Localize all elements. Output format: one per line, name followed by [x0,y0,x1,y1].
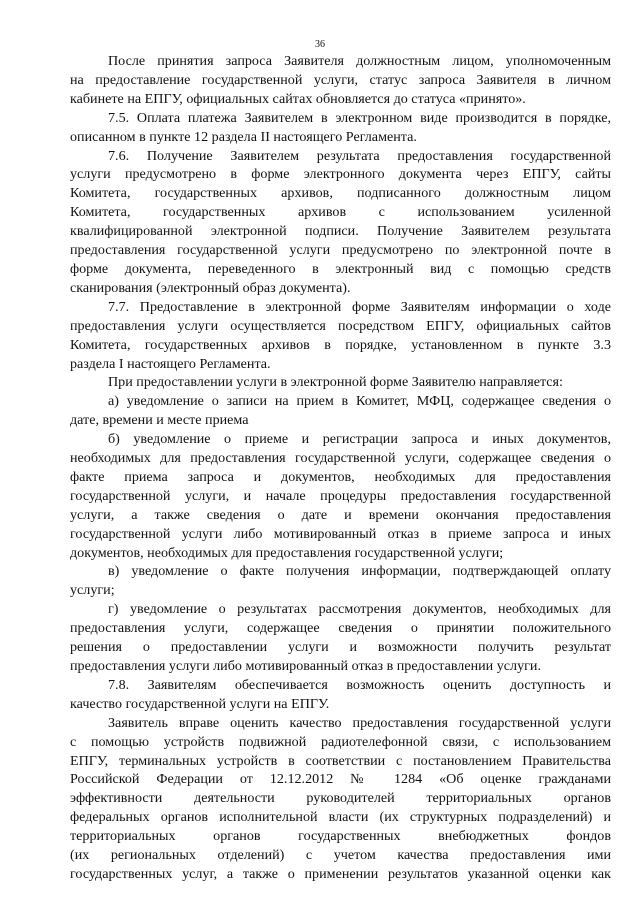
text-line: с помощью устройств подвижной радиотелефонной связи, с использованием [70,733,611,750]
text-line: При предоставлении услуги в электронной форме Заявителю направляется: [108,374,563,391]
text-line: предоставления услуги осуществляется посредством ЕПГУ, официальных сайтов [70,317,611,334]
text-line: После принятия запроса Заявителя должностным лицом, уполномоченным [108,53,611,69]
text-line: документов, необходимых для предоставления государственной услуги; [70,544,504,561]
text-line: на предоставление государственной услуги, статус запроса Заявителя в личном [70,71,611,88]
document-body [70,52,611,884]
text-line: решения о предоставлении услуги и возможности получить результат [70,639,611,656]
text-line: в) уведомление о факте получения информации, подтверждающей оплату [108,563,611,580]
text-line: Комитета, государственных архивов, подписанного должностным лицом [70,185,611,202]
text-line: квалифицированной электронной подписи. Получение Заявителем результата [70,223,611,240]
text-line: качество государственной услуги на ЕПГУ. [70,695,330,712]
text-line: необходимых для предоставления государственной услуги, содержащее сведения о [70,450,611,467]
text-line: 7.5. Оплата платежа Заявителем в электронном виде производится в порядке, [108,109,611,126]
text-line: г) уведомление о результатах рассмотрения документов, необходимых для [108,601,611,618]
text-line: Заявитель вправе оценить качество предоставления государственной услуги [108,714,611,731]
text-line: форме документа, переведенного в электронный вид с помощью средств [70,260,611,277]
text-line: ЕПГУ, терминальных устройств в соответствии с постановлением Правительства [70,752,611,769]
text-line: услуги; [70,582,115,599]
text-line: предоставления государственной услуги предусмотрено по электронной почте в [70,242,611,259]
text-line: 7.6. Получение Заявителем результата предоставления государственной [108,147,611,164]
text-line: Комитета, государственных архивов в порядке, установленном в пункте 3.3 [70,336,611,353]
text-line: а) уведомление о записи на прием в Комитет, МФЦ, содержащее сведения о [108,393,611,410]
text-line: Российской Федерации от 12.12.2012 № 1284 «Об оценке гражданами [70,771,611,788]
text-line: дате, времени и месте приема [70,412,249,429]
text-line: территориальных органов государственных внебюджетных фондов [70,828,611,845]
text-line: государственной услуги либо мотивированный отказ в приеме запроса и иных [70,525,611,542]
text-line: предоставления услуги либо мотивированный отказ в предоставлении услуги. [70,658,541,674]
text-line: эффективности деятельности руководителей территориальных органов [70,790,611,807]
text-line: (их региональных отделений) с учетом качества предоставления ими [70,847,611,864]
text-line: Комитета, государственных архивов с использованием усиленной [70,204,611,221]
text-line: б) уведомление о приеме и регистрации запроса и иных документов, [108,431,611,448]
text-line: предоставления услуги, содержащее сведения о принятии положительного [70,620,611,637]
text-line: услуги, а также сведения о дате и времени окончания предоставления [70,506,611,523]
text-line: федеральных органов исполнительной власти (их структурных подразделений) и [70,809,611,826]
text-line: государственных услуг, а также о применении результатов указанной оценки как [70,865,611,882]
text-line: раздела I настоящего Регламента. [70,355,271,372]
text-line: государственной услуги, и начале процедуры предоставления государственной [70,487,611,504]
text-line: 7.7. Предоставление в электронной форме Заявителям информации о ходе [108,298,611,315]
text-line: факте приема запроса и документов, необходимых для предоставления [70,468,611,485]
text-line: 7.8. Заявителям обеспечивается возможность оценить доступность и [108,676,611,693]
text-line: кабинете на ЕПГУ, официальных сайтах обновляется до статуса «принято». [70,90,526,107]
text-line: описанном в пункте 12 раздела II настоящего Регламента. [70,128,417,145]
text-line: сканирования (электронный образ документа). [70,279,351,296]
page-number: 36 [315,39,325,50]
text-line: услуги предусмотрено в форме электронного документа через ЕПГУ, сайты [70,166,611,183]
